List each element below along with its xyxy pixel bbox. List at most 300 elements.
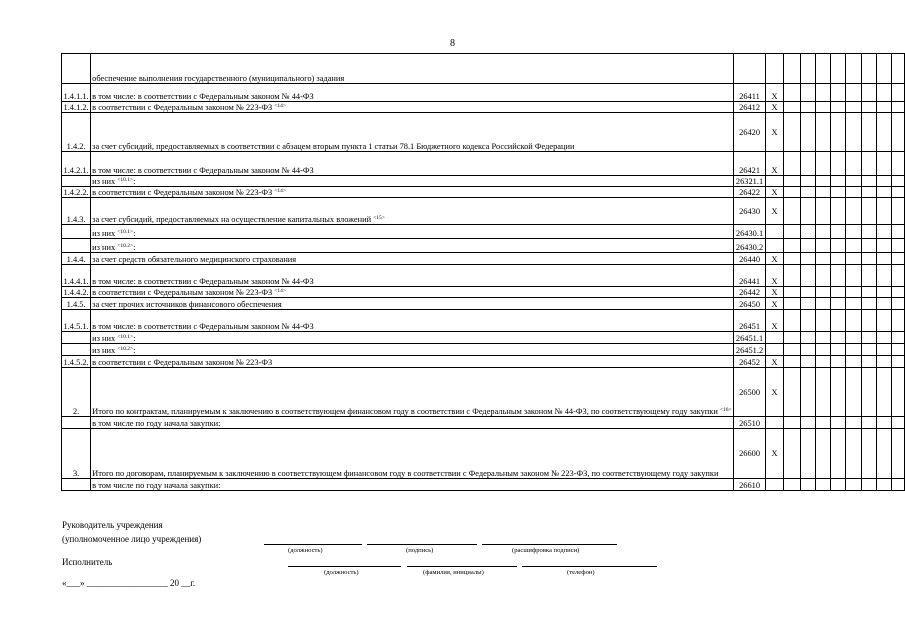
row-value-cell — [831, 368, 846, 417]
row-number: 1.4.5.1. — [62, 310, 91, 332]
row-code: 26441 — [733, 265, 766, 287]
executor-phone-caption: (телефон) — [567, 569, 595, 576]
row-value-cell — [831, 113, 846, 152]
row-code: 26421 — [733, 152, 766, 176]
row-value-cell — [876, 332, 891, 344]
row-value-cell — [831, 429, 846, 479]
table-row — [62, 187, 905, 198]
row-mark: X — [766, 187, 783, 198]
row-description — [91, 429, 733, 479]
row-value-cell — [862, 287, 877, 298]
row-value-cell — [846, 368, 862, 417]
row-code: 26450 — [733, 298, 766, 310]
row-number — [62, 239, 91, 253]
row-value-cell — [801, 332, 815, 344]
row-description-text: из них — [92, 346, 116, 355]
row-value-cell — [831, 239, 846, 253]
row-value-cell — [862, 152, 877, 176]
row-value-cell — [892, 187, 905, 198]
row-value-cell — [801, 429, 815, 479]
row-description-text: в том числе: в соответствии с Федеральным законом № 44-ФЗ — [92, 322, 314, 331]
row-value-cell — [783, 152, 801, 176]
row-value-cell — [862, 187, 877, 198]
row-value-cell — [892, 253, 905, 265]
row-value-cell — [801, 176, 815, 187]
row-value-cell — [846, 287, 862, 298]
footnote-reference: <14> — [274, 188, 286, 194]
row-value-cell — [801, 152, 815, 176]
row-mark — [766, 344, 783, 356]
row-value-cell — [783, 176, 801, 187]
row-value-cell — [846, 102, 862, 113]
footnote-reference: <10.1> — [117, 229, 134, 235]
row-description-text: в соответствии с Федеральным законом № 223-ФЗ — [92, 358, 273, 367]
head-label: Руководитель учреждения — [62, 520, 163, 530]
row-description-text: в соответствии с Федеральным законом № 223-ФЗ — [92, 103, 273, 112]
row-value-cell — [892, 368, 905, 417]
row-value-cell — [801, 239, 815, 253]
row-code: 26442 — [733, 287, 766, 298]
head-decoding-caption: (расшифровка подписи) — [512, 547, 580, 554]
row-description-text: в том числе: в соответствии с Федеральным законом № 44-ФЗ — [92, 166, 314, 175]
row-number — [62, 176, 91, 187]
table-row — [62, 344, 905, 356]
table-row — [62, 265, 905, 287]
row-mark: X — [766, 102, 783, 113]
row-value-cell — [862, 102, 877, 113]
row-number: 1.4.4.2. — [62, 287, 91, 298]
row-number — [62, 417, 91, 429]
row-value-cell — [831, 152, 846, 176]
row-value-cell — [783, 332, 801, 344]
row-value-cell — [876, 225, 891, 239]
row-description-text: из них — [92, 334, 116, 343]
row-value-cell — [783, 265, 801, 287]
row-description — [91, 368, 733, 417]
row-value-cell — [846, 417, 862, 429]
table-row — [62, 84, 905, 102]
footnote-reference: <14> — [274, 103, 286, 109]
row-number — [62, 479, 91, 491]
row-value-cell — [815, 287, 831, 298]
row-description-text: за счет средств обязательного медицинского страхования — [92, 255, 297, 264]
row-mark — [766, 225, 783, 239]
row-value-cell — [876, 265, 891, 287]
row-value-cell — [846, 479, 862, 491]
row-code: 26451.1 — [733, 332, 766, 344]
row-value-cell — [831, 187, 846, 198]
footnote-reference: <10.2> — [117, 346, 134, 352]
row-value-cell — [783, 84, 801, 102]
row-value-cell — [862, 198, 877, 225]
row-value-cell — [862, 298, 877, 310]
row-value-cell — [815, 198, 831, 225]
row-mark: X — [766, 429, 783, 479]
row-mark: X — [766, 298, 783, 310]
row-value-cell — [892, 287, 905, 298]
row-value-cell — [876, 344, 891, 356]
row-description — [91, 187, 733, 198]
row-description — [91, 152, 733, 176]
row-value-cell — [846, 176, 862, 187]
row-value-cell — [815, 265, 831, 287]
row-value-cell — [801, 298, 815, 310]
row-value-cell — [876, 417, 891, 429]
row-code: 26600 — [733, 429, 766, 479]
row-number: 1.4.1.2. — [62, 102, 91, 113]
row-value-cell — [862, 225, 877, 239]
row-value-cell — [831, 298, 846, 310]
row-value-cell — [783, 417, 801, 429]
row-code: 26321.1 — [733, 176, 766, 187]
row-value-cell — [892, 84, 905, 102]
row-value-cell — [783, 368, 801, 417]
row-value-cell — [815, 479, 831, 491]
row-value-cell — [783, 239, 801, 253]
row-description-text: за счет субсидий, предоставляемых на осуществление капитальных вложений — [92, 215, 372, 224]
row-value-cell — [892, 479, 905, 491]
table-row — [62, 102, 905, 113]
row-mark: X — [766, 253, 783, 265]
row-value-cell — [831, 417, 846, 429]
row-number: 1.4.2.2. — [62, 187, 91, 198]
footnote-reference: <15> — [373, 215, 385, 221]
row-number: 3. — [62, 429, 91, 479]
row-description — [91, 417, 733, 429]
row-value-cell — [831, 253, 846, 265]
row-value-cell — [783, 356, 801, 368]
row-description: из них $^{<10.2>}$: — [91, 344, 733, 356]
row-value-cell — [876, 479, 891, 491]
row-mark: X — [766, 265, 783, 287]
row-value-cell — [846, 84, 862, 102]
row-number: 1.4.2. — [62, 113, 91, 152]
row-code: 26411 — [733, 84, 766, 102]
row-value-cell — [862, 176, 877, 187]
row-value-cell — [815, 298, 831, 310]
row-description-text: Итого по контрактам, планируемым к заключению в соответствующем финансовом году в соответствии с Федеральным законом № 44-ФЗ, по соответствующему году закупки — [92, 407, 718, 416]
row-description: из них $^{<10.1>}$: — [91, 225, 733, 239]
row-mark — [766, 54, 783, 84]
row-value-cell — [831, 102, 846, 113]
row-value-cell — [846, 225, 862, 239]
row-value-cell — [862, 253, 877, 265]
row-value-cell — [815, 356, 831, 368]
row-number: 2. — [62, 368, 91, 417]
row-value-cell — [801, 225, 815, 239]
row-mark: X — [766, 198, 783, 225]
row-description — [91, 479, 733, 491]
row-value-cell — [783, 102, 801, 113]
row-value-cell — [876, 298, 891, 310]
table-row — [62, 417, 905, 429]
row-value-cell — [892, 152, 905, 176]
row-description-text: в том числе по году начала закупки: — [92, 481, 221, 490]
executor-phone-line — [522, 566, 657, 567]
row-mark — [766, 176, 783, 187]
executor-name-line — [407, 566, 517, 567]
row-code — [733, 54, 766, 84]
row-mark — [766, 332, 783, 344]
row-description-text: из них — [92, 243, 116, 252]
row-code: 26430.1 — [733, 225, 766, 239]
row-value-cell — [876, 84, 891, 102]
row-value-cell — [892, 417, 905, 429]
executor-name-caption: (фамилия, инициалы) — [423, 569, 484, 576]
row-value-cell — [846, 198, 862, 225]
row-value-cell — [815, 113, 831, 152]
head-decoding-line — [482, 544, 617, 545]
row-description-text: обеспечение выполнения государственного (муниципального) задания — [92, 74, 345, 83]
row-value-cell — [876, 253, 891, 265]
row-description-text: из них — [92, 177, 116, 186]
row-value-cell — [892, 265, 905, 287]
table-row — [62, 287, 905, 298]
row-description — [91, 54, 733, 84]
row-value-cell — [801, 287, 815, 298]
row-value-cell — [801, 187, 815, 198]
row-value-cell — [876, 429, 891, 479]
row-value-cell — [815, 253, 831, 265]
row-value-cell — [892, 332, 905, 344]
row-value-cell — [831, 344, 846, 356]
executor-label: Исполнитель — [62, 557, 113, 567]
row-value-cell — [831, 176, 846, 187]
row-number — [62, 344, 91, 356]
row-value-cell — [876, 239, 891, 253]
row-value-cell — [892, 429, 905, 479]
row-value-cell — [801, 344, 815, 356]
row-value-cell — [815, 54, 831, 84]
row-value-cell — [815, 368, 831, 417]
row-description-text: в соответствии с Федеральным законом № 223-ФЗ — [92, 288, 273, 297]
row-description-text: в том числе: в соответствии с Федеральным законом № 44-ФЗ — [92, 277, 314, 286]
footnote-reference: <16> — [719, 407, 732, 413]
row-value-cell — [831, 479, 846, 491]
row-value-cell — [862, 344, 877, 356]
row-value-cell — [892, 54, 905, 84]
row-value-cell — [815, 152, 831, 176]
row-code: 26452 — [733, 356, 766, 368]
executor-position-caption: (должность) — [324, 569, 359, 576]
table-row — [62, 298, 905, 310]
row-code: 26430.2 — [733, 239, 766, 253]
row-description — [91, 287, 733, 298]
row-value-cell — [783, 225, 801, 239]
row-value-cell — [846, 239, 862, 253]
row-description-text: в том числе по году начала закупки: — [92, 419, 221, 428]
row-value-cell — [783, 479, 801, 491]
row-mark: X — [766, 287, 783, 298]
row-code: 26430 — [733, 198, 766, 225]
row-description-text: из них — [92, 229, 116, 238]
row-value-cell — [876, 368, 891, 417]
row-value-cell — [862, 332, 877, 344]
row-description: из них $^{<10.2>}$: — [91, 239, 733, 253]
table-row — [62, 239, 905, 253]
row-value-cell — [783, 298, 801, 310]
row-value-cell — [831, 287, 846, 298]
row-value-cell — [783, 310, 801, 332]
row-number: 1.4.5.2. — [62, 356, 91, 368]
row-value-cell — [815, 417, 831, 429]
row-value-cell — [862, 368, 877, 417]
row-value-cell — [801, 417, 815, 429]
row-value-cell — [831, 265, 846, 287]
row-value-cell — [801, 54, 815, 84]
row-mark: X — [766, 356, 783, 368]
row-value-cell — [846, 152, 862, 176]
row-description-text: за счет субсидий, предоставляемых в соответствии с абзацем вторым пункта 1 статьи 78.1 Бюджетного кодекса Российской Федерации — [92, 142, 575, 151]
row-value-cell — [846, 310, 862, 332]
row-description-text: Итого по договорам, планируемым к заключению в соответствующем финансовом году в соответствии с Федеральным законом № 223-ФЗ, по соответствующему году закупки — [92, 469, 719, 478]
row-value-cell — [815, 239, 831, 253]
row-value-cell — [831, 310, 846, 332]
row-value-cell — [801, 253, 815, 265]
row-number: 1.4.4.1. — [62, 265, 91, 287]
row-value-cell — [846, 332, 862, 344]
row-value-cell — [801, 265, 815, 287]
row-value-cell — [846, 113, 862, 152]
row-description — [91, 310, 733, 332]
row-value-cell — [801, 310, 815, 332]
table-row — [62, 198, 905, 225]
row-value-cell — [801, 113, 815, 152]
row-value-cell — [815, 102, 831, 113]
row-description-text: в том числе: в соответствии с Федеральным законом № 44-ФЗ — [92, 92, 314, 101]
head-signature-line — [367, 544, 477, 545]
row-value-cell — [846, 429, 862, 479]
row-value-cell — [815, 187, 831, 198]
row-value-cell — [862, 429, 877, 479]
row-description — [91, 113, 733, 152]
row-value-cell — [892, 198, 905, 225]
row-value-cell — [846, 54, 862, 84]
table-row — [62, 368, 905, 417]
row-value-cell — [815, 429, 831, 479]
row-number: 1.4.5. — [62, 298, 91, 310]
row-code: 26420 — [733, 113, 766, 152]
row-value-cell — [783, 54, 801, 84]
row-value-cell — [876, 102, 891, 113]
table-row — [62, 54, 905, 84]
head-signature-caption: (подпись) — [406, 547, 434, 554]
footnote-reference: <10.1> — [117, 334, 134, 340]
row-value-cell — [876, 54, 891, 84]
row-value-cell — [815, 176, 831, 187]
row-value-cell — [862, 113, 877, 152]
row-value-cell — [846, 265, 862, 287]
row-value-cell — [876, 152, 891, 176]
row-description — [91, 84, 733, 102]
row-value-cell — [862, 417, 877, 429]
row-mark — [766, 417, 783, 429]
row-description — [91, 265, 733, 287]
row-value-cell — [831, 332, 846, 344]
table-row — [62, 225, 905, 239]
footnote-reference: <10.1> — [117, 177, 134, 183]
head-authorized-label: (уполномоченное лицо учреждения) — [62, 534, 202, 544]
row-mark: X — [766, 310, 783, 332]
row-value-cell — [862, 356, 877, 368]
row-value-cell — [801, 356, 815, 368]
row-value-cell — [831, 356, 846, 368]
row-value-cell — [892, 225, 905, 239]
row-value-cell — [801, 102, 815, 113]
row-value-cell — [846, 253, 862, 265]
row-mark — [766, 239, 783, 253]
row-value-cell — [892, 344, 905, 356]
row-value-cell — [801, 479, 815, 491]
row-number: 1.4.1.1. — [62, 84, 91, 102]
row-description — [91, 356, 733, 368]
row-value-cell — [815, 310, 831, 332]
row-value-cell — [815, 332, 831, 344]
row-code: 26451.2 — [733, 344, 766, 356]
row-code: 26412 — [733, 102, 766, 113]
row-value-cell — [876, 310, 891, 332]
row-description: из них $^{<10.1>}$: — [91, 176, 733, 187]
row-value-cell — [892, 239, 905, 253]
row-description — [91, 102, 733, 113]
row-number: 1.4.2.1. — [62, 152, 91, 176]
purchases-table — [61, 53, 905, 491]
row-value-cell — [892, 102, 905, 113]
row-value-cell — [862, 54, 877, 84]
row-value-cell — [892, 310, 905, 332]
row-value-cell — [783, 429, 801, 479]
row-value-cell — [876, 176, 891, 187]
row-value-cell — [862, 310, 877, 332]
row-mark: X — [766, 368, 783, 417]
row-value-cell — [831, 198, 846, 225]
row-value-cell — [815, 344, 831, 356]
row-value-cell — [783, 187, 801, 198]
row-value-cell — [876, 198, 891, 225]
row-value-cell — [846, 356, 862, 368]
row-mark: X — [766, 84, 783, 102]
row-value-cell — [831, 225, 846, 239]
row-value-cell — [862, 479, 877, 491]
row-value-cell — [846, 344, 862, 356]
page-number: 8 — [450, 38, 455, 49]
row-value-cell — [783, 287, 801, 298]
table-row — [62, 176, 905, 187]
row-value-cell — [892, 356, 905, 368]
row-value-cell — [831, 54, 846, 84]
row-description — [91, 198, 733, 225]
table-row — [62, 152, 905, 176]
row-value-cell — [783, 113, 801, 152]
row-description-text: за счет прочих источников финансового обеспечения — [92, 300, 282, 309]
row-code: 26610 — [733, 479, 766, 491]
row-value-cell — [783, 344, 801, 356]
row-value-cell — [862, 239, 877, 253]
row-value-cell — [815, 84, 831, 102]
row-code: 26500 — [733, 368, 766, 417]
row-value-cell — [801, 368, 815, 417]
head-position-line — [264, 544, 362, 545]
table-row — [62, 332, 905, 344]
executor-position-line — [288, 566, 401, 567]
row-value-cell — [846, 187, 862, 198]
row-value-cell — [862, 265, 877, 287]
table-row — [62, 253, 905, 265]
row-value-cell — [801, 84, 815, 102]
row-code: 26422 — [733, 187, 766, 198]
table-row — [62, 479, 905, 491]
row-code: 26510 — [733, 417, 766, 429]
